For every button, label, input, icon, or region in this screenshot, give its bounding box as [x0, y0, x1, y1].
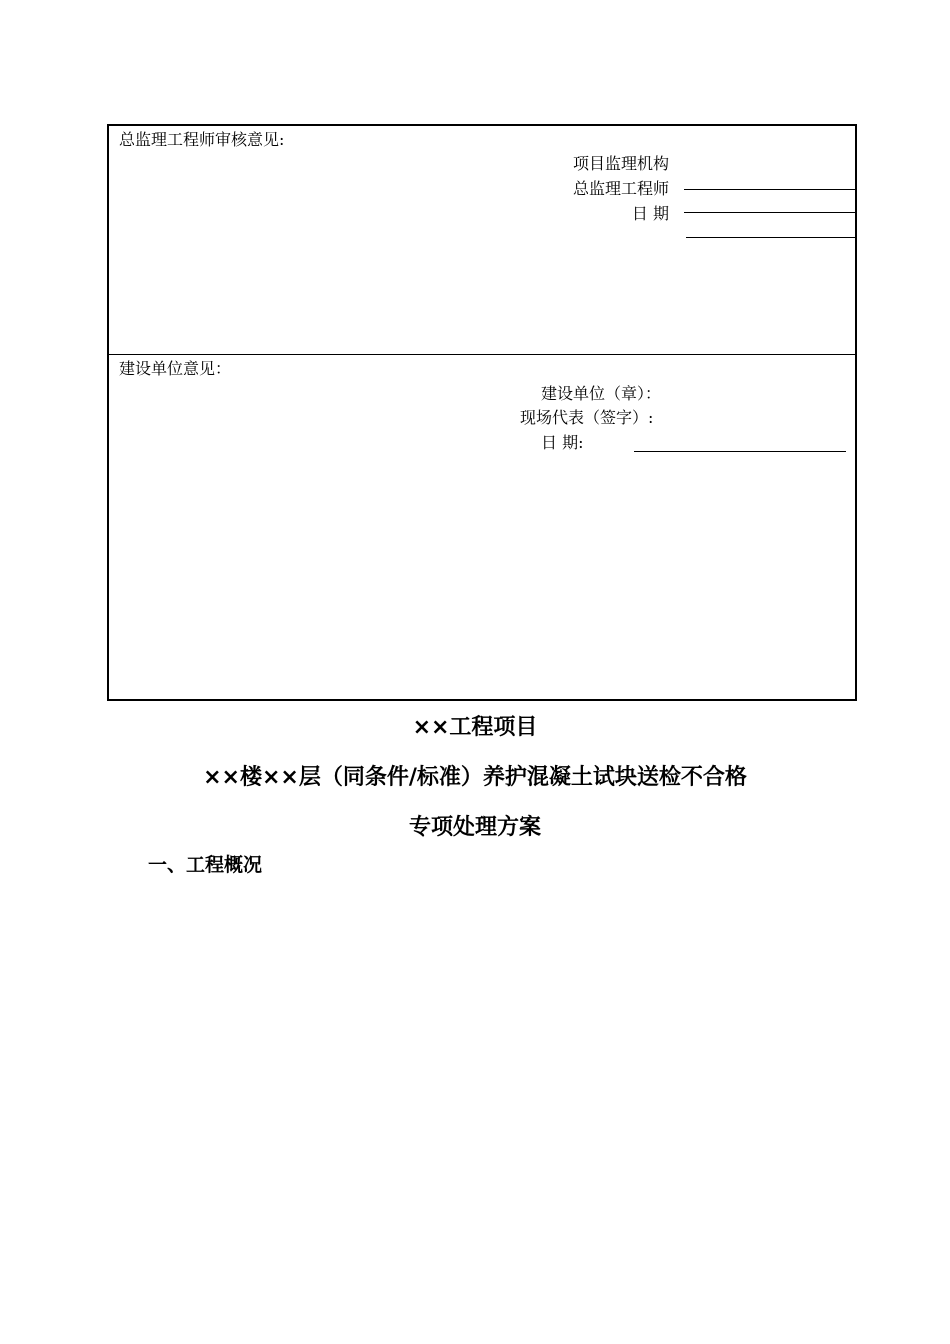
- site-representative-label: 现场代表（签字）:: [520, 408, 654, 427]
- chief-date-label: 日 期: [631, 204, 669, 223]
- document-title-line2: ××楼××层（同条件/标准）养护混凝土试块送检不合格: [203, 765, 747, 790]
- chief-engineer-label: 总监理工程师: [572, 179, 669, 198]
- owner-review-heading: 建设单位意见：: [119, 359, 232, 378]
- owner-date-label: 日 期:: [541, 433, 584, 452]
- document-title-line3: 专项处理方案: [408, 815, 541, 840]
- document-title-line1: ××工程项目: [412, 715, 538, 740]
- chief-engineer-signature-line[interactable]: [684, 189, 855, 190]
- owner-date-line[interactable]: [634, 451, 846, 452]
- owner-review-section: [109, 355, 855, 701]
- chief-engineer-review-section: [109, 126, 855, 355]
- section-heading-overview: 一、工程概况: [148, 854, 263, 876]
- chief-extra-line[interactable]: [686, 237, 857, 238]
- chief-date-line[interactable]: [684, 212, 855, 213]
- supervision-org-label: 项目监理机构: [572, 154, 669, 173]
- owner-unit-stamp-label: 建设单位（章）：: [541, 384, 662, 403]
- review-form-table: [107, 124, 857, 701]
- chief-review-heading: 总监理工程师审核意见:: [119, 130, 285, 149]
